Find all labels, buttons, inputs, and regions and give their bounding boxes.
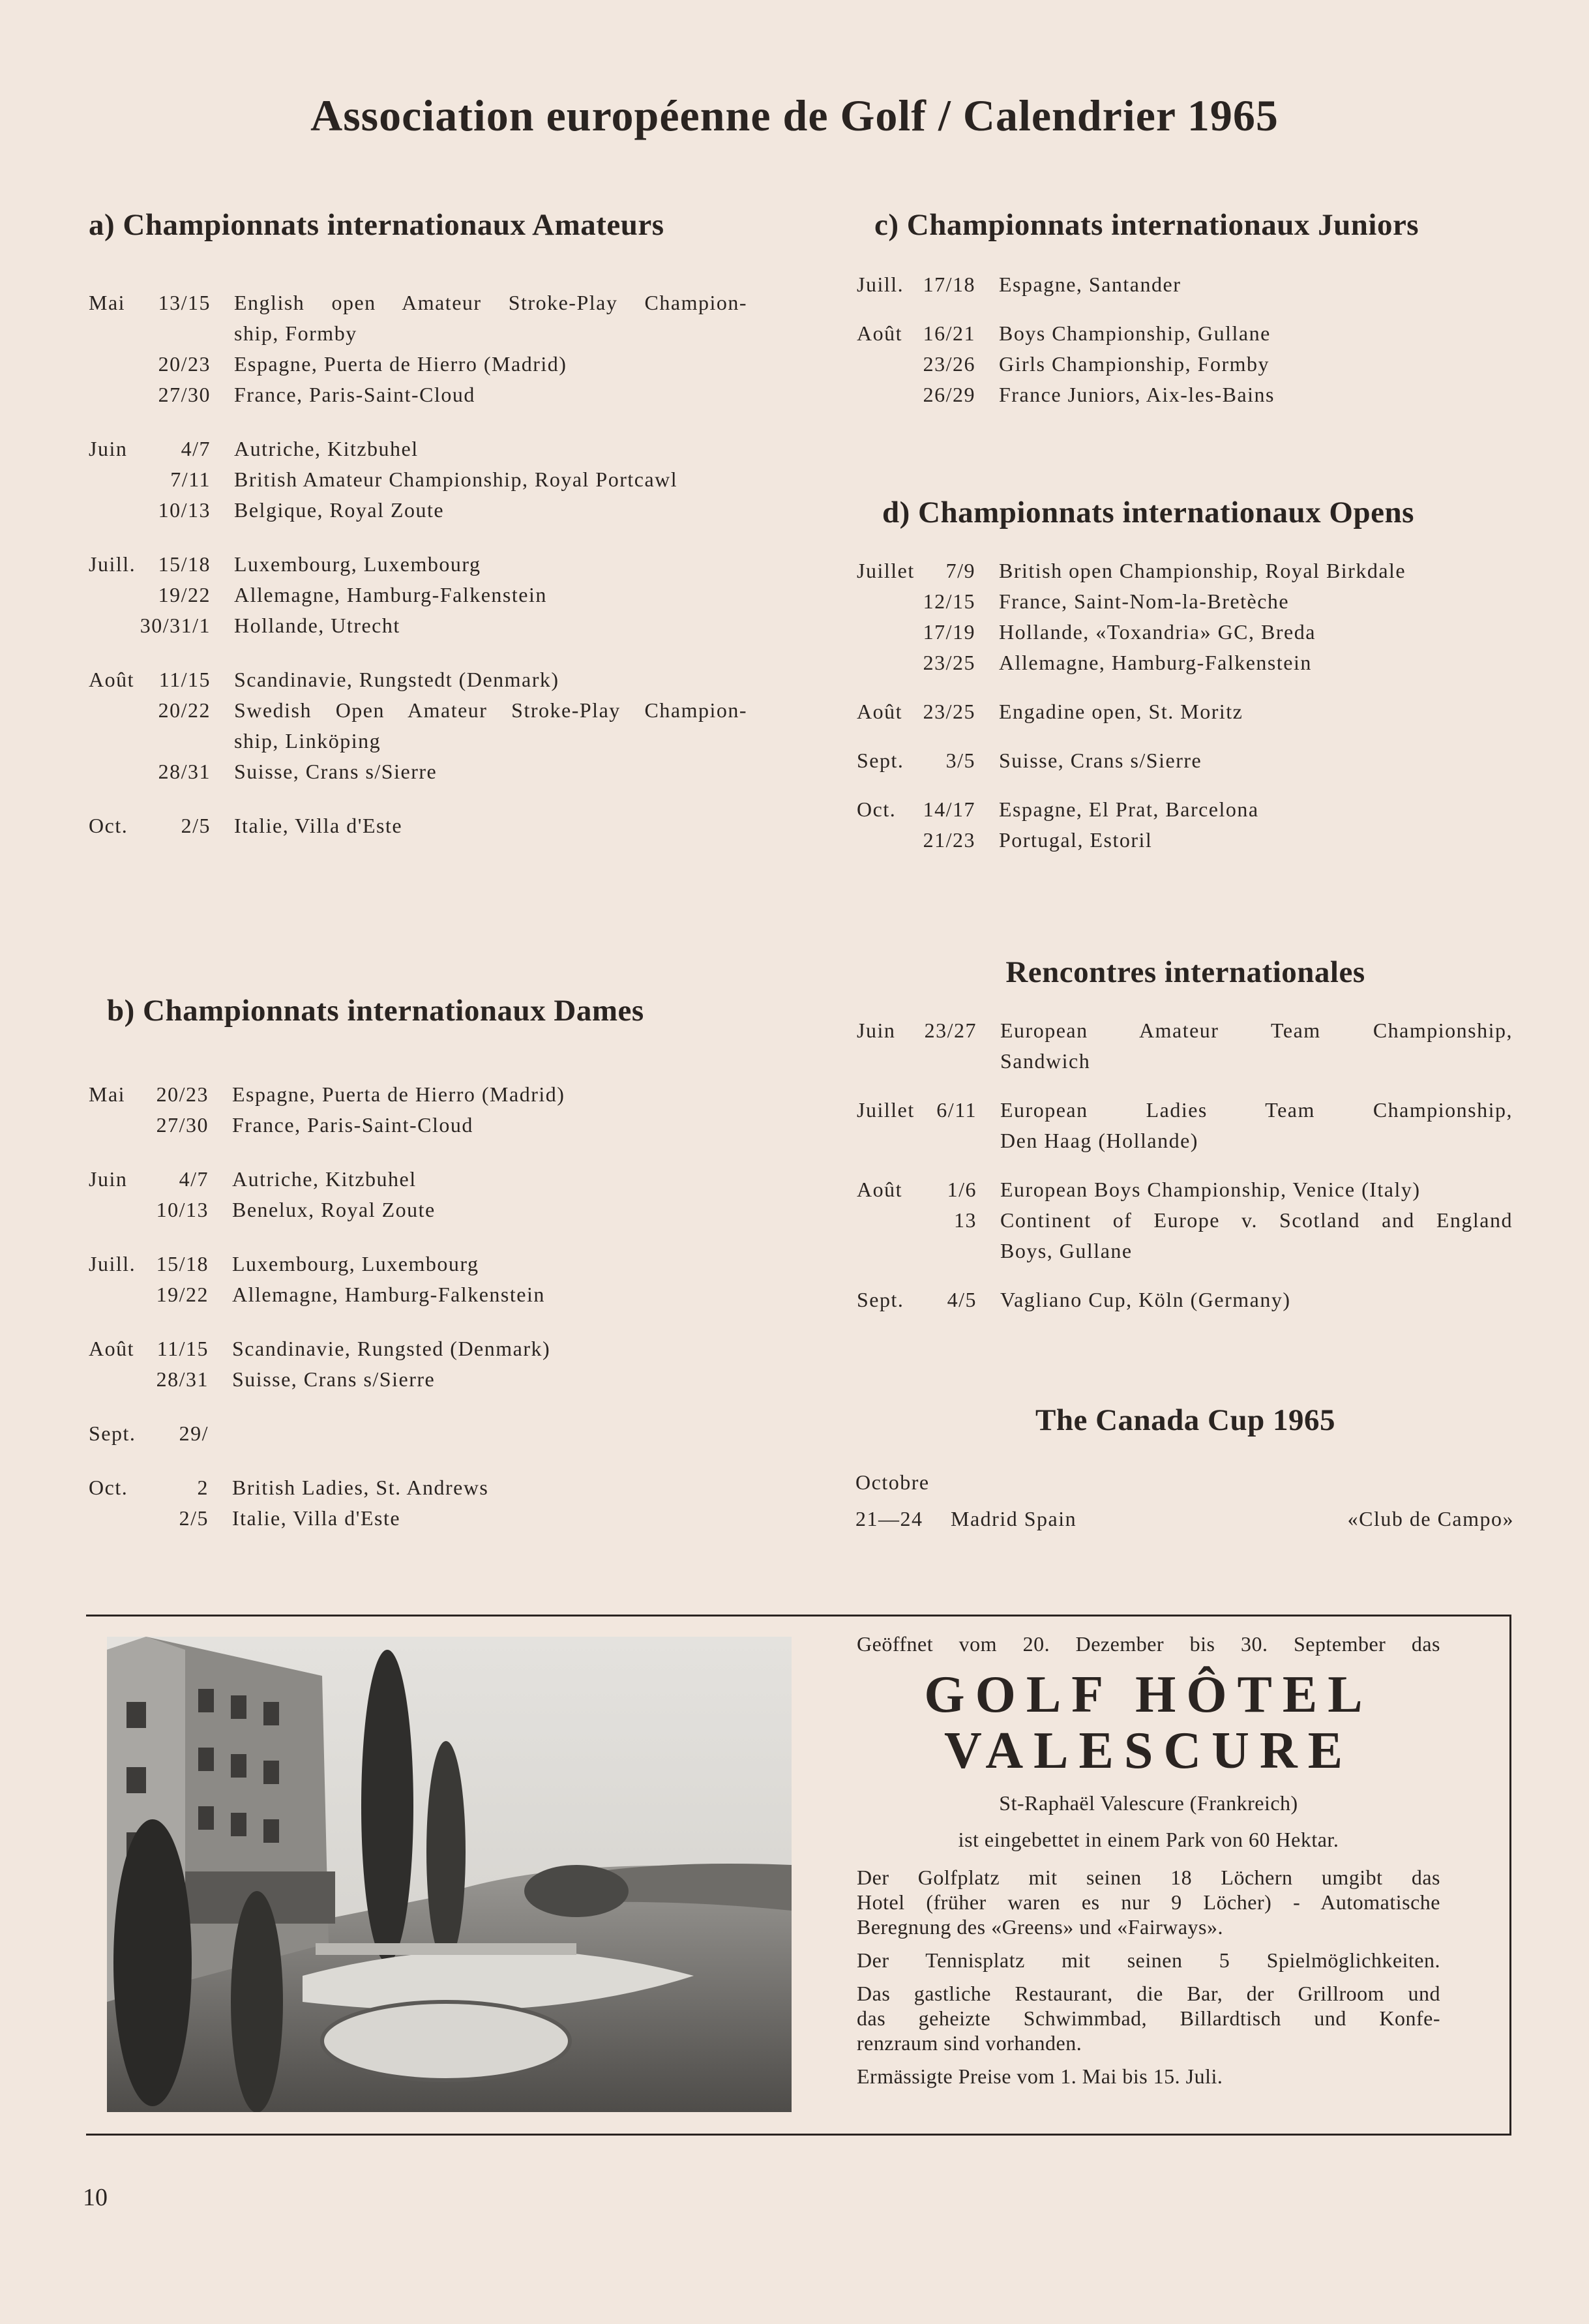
event-dates: 3/5: [945, 749, 975, 772]
calendar-row: [89, 695, 747, 756]
event-dates: 23/25: [923, 651, 975, 674]
event-description: [999, 696, 1511, 727]
row-lead: [89, 580, 211, 610]
month-group: [89, 1249, 747, 1310]
event-dates: 19/22: [156, 1283, 209, 1306]
event-description: [999, 269, 1511, 300]
event-description: [999, 556, 1511, 586]
event-text-line: English open Amateur Stroke-Play Champion-: [234, 291, 747, 314]
calendar-row: [857, 1015, 1515, 1077]
event-description: [999, 648, 1511, 678]
row-lead: [89, 495, 211, 526]
ad-paragraph: [857, 1948, 1440, 1973]
event-text-line: British Ladies, St. Andrews: [232, 1476, 489, 1499]
month-label: Juillet: [857, 1098, 915, 1122]
event-description: [234, 380, 747, 410]
event-dates: 6/11: [936, 1098, 977, 1122]
canada-place: Madrid Spain: [951, 1507, 1077, 1530]
event-text-line: Portugal, Estoril: [999, 828, 1153, 852]
month-label: Juin: [857, 1019, 896, 1042]
calendar-row: [857, 696, 1515, 727]
month-label: Oct.: [857, 797, 897, 821]
event-text-line: Boys Championship, Gullane: [999, 321, 1271, 345]
month-group: [857, 318, 1515, 410]
event-description: [234, 288, 747, 349]
month-label: Oct.: [89, 1476, 128, 1499]
event-text-line: Luxembourg, Luxembourg: [232, 1252, 479, 1275]
ad-line: Der Tennisplatz mit seinen 5 Spielmöglichkeiten.: [857, 1948, 1440, 1972]
event-dates: 16/21: [923, 321, 975, 345]
row-lead: [89, 1110, 209, 1140]
row-lead: [857, 1174, 977, 1205]
event-description: [234, 664, 747, 695]
event-text-line: Autriche, Kitzbuhel: [232, 1167, 417, 1191]
calendar-row: [89, 1333, 747, 1364]
event-text-line: Italie, Villa d'Este: [234, 814, 403, 837]
ad-opening: Geöffnet vom 20. Dezember bis 30. September das: [857, 1632, 1440, 1656]
month-group: [857, 745, 1515, 776]
row-lead: [89, 349, 211, 380]
event-dates: 7/9: [945, 559, 975, 582]
row-lead: [857, 269, 975, 300]
event-dates: 12/15: [923, 589, 975, 613]
row-lead: [857, 825, 975, 856]
event-text-line: ship, Formby: [234, 321, 357, 345]
row-lead: [89, 1195, 209, 1225]
month-label: Sept.: [89, 1422, 136, 1445]
calendar-row: [89, 1503, 747, 1534]
calendar-row: [857, 318, 1515, 349]
ad-line: Beregnung des «Greens» und «Fairways».: [857, 1915, 1223, 1939]
row-lead: [89, 756, 211, 787]
month-group: [89, 1164, 747, 1225]
month-label: Sept.: [857, 749, 904, 772]
event-description: [232, 1079, 747, 1110]
ad-text: [857, 1631, 1440, 2097]
event-description: [232, 1164, 747, 1195]
event-text-line: France, Saint-Nom-la-Bretèche: [999, 589, 1290, 613]
event-text-line: Autriche, Kitzbuhel: [234, 437, 419, 460]
ad-border-right: [1509, 1615, 1511, 2136]
month-label: Août: [857, 700, 902, 723]
event-description: [999, 380, 1511, 410]
event-text-line: [232, 1418, 747, 1449]
row-lead: [857, 556, 975, 586]
event-text-line: Suisse, Crans s/Sierre: [234, 760, 438, 783]
event-text-line: Boys, Gullane: [1000, 1239, 1133, 1262]
canada-date: 21—24: [855, 1507, 923, 1530]
ad-line: Hotel (früher waren es nur 9 Löcher) - Automatische: [857, 1890, 1440, 1914]
canada-venue: «Club de Campo»: [1347, 1507, 1514, 1530]
hotel-name-line2: VALESCURE: [943, 1722, 1354, 1780]
event-text-line: Den Haag (Hollande): [1000, 1129, 1198, 1152]
row-lead: [89, 1472, 209, 1503]
event-dates: 27/30: [158, 383, 211, 406]
calendar-row: [857, 1205, 1515, 1266]
ad-paragraph: [857, 2064, 1440, 2089]
calendar-row: [89, 349, 747, 380]
event-dates: 2/5: [179, 1506, 209, 1530]
calendar-row: [89, 580, 747, 610]
calendar-row: [857, 745, 1515, 776]
event-description: [232, 1364, 747, 1395]
event-text-line: France Juniors, Aix-les-Bains: [999, 383, 1275, 406]
event-text-line: Engadine open, St. Moritz: [999, 700, 1243, 723]
calendar-row: [857, 825, 1515, 856]
event-text-line: Hollande, «Toxandria» GC, Breda: [999, 620, 1316, 644]
section-a-heading: a) Championnats internationaux Amateurs: [89, 208, 664, 242]
month-group: [857, 794, 1515, 856]
event-description: [999, 586, 1511, 617]
calendar-row: [857, 556, 1515, 586]
section-c-heading: c) Championnats internationaux Juniors: [874, 208, 1419, 242]
event-description: [234, 811, 747, 841]
event-text-line: Benelux, Royal Zoute: [232, 1198, 436, 1221]
event-description: [232, 1249, 747, 1279]
event-description: [999, 825, 1511, 856]
event-description: [234, 434, 747, 464]
page-number: 10: [83, 2184, 108, 2211]
event-dates: 10/13: [158, 498, 211, 522]
event-dates: 30/31/1: [140, 614, 211, 637]
ad-border-bottom: [86, 2134, 1511, 2136]
calendar-row: [857, 648, 1515, 678]
event-dates: 14/17: [923, 797, 975, 821]
event-text-line: Espagne, Puerta de Hierro (Madrid): [232, 1082, 565, 1106]
row-lead: [857, 1095, 977, 1125]
event-description: [234, 464, 747, 495]
month-label: Août: [857, 321, 902, 345]
event-text-line: France, Paris-Saint-Cloud: [232, 1113, 473, 1137]
hotel-photo: [107, 1637, 792, 2112]
opens-calendar: [857, 556, 1515, 856]
hotel-name-line1: GOLF HÔTEL: [924, 1666, 1373, 1723]
calendar-row: [89, 1249, 747, 1279]
row-lead: [857, 617, 975, 648]
row-lead: [89, 1418, 209, 1449]
event-text-line: Continent of Europe v. Scotland and England: [1000, 1208, 1513, 1232]
event-dates: 10/13: [156, 1198, 209, 1221]
amateurs-calendar: [89, 288, 747, 841]
month-label: Juill.: [857, 273, 904, 296]
event-text-line: Vagliano Cup, Köln (Germany): [1000, 1288, 1291, 1311]
month-group: [857, 1174, 1515, 1266]
month-label: Oct.: [89, 814, 128, 837]
month-group: [857, 696, 1515, 727]
month-group: [89, 1418, 747, 1449]
event-text-line: Hollande, Utrecht: [234, 614, 400, 637]
event-description: [234, 610, 747, 641]
row-lead: [89, 1503, 209, 1534]
event-dates: 20/23: [156, 1082, 209, 1106]
event-dates: 21/23: [923, 828, 975, 852]
calendar-row: [857, 349, 1515, 380]
calendar-row: [857, 1095, 1515, 1156]
dames-calendar: [89, 1079, 747, 1534]
event-description: [232, 1110, 747, 1140]
event-text-line: Suisse, Crans s/Sierre: [999, 749, 1202, 772]
month-label: Juill.: [89, 552, 136, 576]
month-group: [89, 288, 747, 410]
event-text-line: Allemagne, Hamburg-Falkenstein: [999, 651, 1312, 674]
row-lead: [89, 464, 211, 495]
calendar-row: [89, 549, 747, 580]
calendar-row: [89, 1164, 747, 1195]
row-lead: [857, 349, 975, 380]
event-text-line: ship, Linköping: [234, 729, 381, 752]
calendar-row: [857, 586, 1515, 617]
month-group: [857, 1285, 1515, 1315]
event-description: [234, 580, 747, 610]
calendar-row: [857, 1285, 1515, 1315]
month-group: [857, 269, 1515, 300]
rencontres-calendar: [857, 1015, 1515, 1315]
event-description: [234, 549, 747, 580]
month-label: Juill.: [89, 1252, 136, 1275]
event-dates: 1/6: [947, 1178, 977, 1201]
event-dates: 23/25: [923, 700, 975, 723]
month-group: [89, 664, 747, 787]
row-lead: [857, 696, 975, 727]
event-description: [1000, 1205, 1513, 1266]
event-text-line: Allemagne, Hamburg-Falkenstein: [232, 1283, 545, 1306]
event-description: [232, 1418, 747, 1449]
event-dates: 28/31: [156, 1367, 209, 1391]
event-text-line: European Amateur Team Championship,: [1000, 1019, 1513, 1042]
event-text-line: Scandinavie, Rungsted (Denmark): [232, 1337, 551, 1360]
row-lead: [857, 586, 975, 617]
event-description: [1000, 1174, 1513, 1205]
row-lead: [857, 318, 975, 349]
calendar-row: [89, 756, 747, 787]
month-label: Août: [89, 668, 134, 691]
row-lead: [89, 695, 211, 726]
event-description: [232, 1195, 747, 1225]
event-description: [999, 318, 1511, 349]
row-lead: [89, 1079, 209, 1110]
row-lead: [89, 610, 211, 641]
event-dates: 4/5: [947, 1288, 977, 1311]
month-label: Juin: [89, 437, 128, 460]
ad-line: Der Golfplatz mit seinen 18 Löchern umgibt das: [857, 1866, 1440, 1889]
calendar-row: [89, 664, 747, 695]
calendar-row: [857, 1174, 1515, 1205]
event-description: [232, 1279, 747, 1310]
event-dates: 7/11: [170, 468, 211, 491]
month-group: [89, 549, 747, 641]
event-description: [232, 1472, 747, 1503]
row-lead: [89, 1333, 209, 1364]
calendar-row: [89, 811, 747, 841]
month-label: Juillet: [857, 559, 915, 582]
event-dates: 26/29: [923, 383, 975, 406]
event-description: [1000, 1095, 1513, 1156]
event-text-line: Espagne, Puerta de Hierro (Madrid): [234, 352, 567, 376]
month-group: [857, 556, 1515, 678]
event-text-line: Scandinavie, Rungstedt (Denmark): [234, 668, 559, 691]
calendar-row: [89, 1079, 747, 1110]
row-lead: [89, 1249, 209, 1279]
event-text-line: Espagne, Santander: [999, 273, 1181, 296]
calendar-row: [89, 464, 747, 495]
ad-location: St-Raphaël Valescure (Frankreich): [999, 1791, 1298, 1815]
event-dates: 17/18: [923, 273, 975, 296]
event-dates: 13: [954, 1208, 977, 1232]
event-dates: 11/15: [156, 1337, 209, 1360]
event-description: [234, 349, 747, 380]
calendar-row: [89, 1472, 747, 1503]
calendar-row: [89, 380, 747, 410]
calendar-row: [89, 610, 747, 641]
month-group: [857, 1015, 1515, 1077]
month-label: Août: [857, 1178, 902, 1201]
event-dates: 4/7: [179, 1167, 209, 1191]
event-description: [234, 695, 747, 756]
canada-cup-heading: The Canada Cup 1965: [1035, 1403, 1336, 1437]
row-lead: [89, 288, 211, 318]
event-text-line: Allemagne, Hamburg-Falkenstein: [234, 583, 547, 606]
event-dates: 11/15: [158, 668, 211, 691]
calendar-row: [857, 794, 1515, 825]
event-dates: 15/18: [158, 552, 211, 576]
event-dates: 15/18: [156, 1252, 209, 1275]
calendar-row: [89, 434, 747, 464]
ad-paragraph: [857, 1981, 1440, 2055]
month-label: Juin: [89, 1167, 128, 1191]
event-text-line: Swedish Open Amateur Stroke-Play Champion-: [234, 698, 747, 722]
event-text-line: European Boys Championship, Venice (Italy): [1000, 1178, 1421, 1201]
event-text-line: Suisse, Crans s/Sierre: [232, 1367, 436, 1391]
row-lead: [857, 1285, 977, 1315]
row-lead: [89, 1364, 209, 1395]
row-lead: [857, 648, 975, 678]
event-dates: 17/19: [923, 620, 975, 644]
rencontres-heading: Rencontres internationales: [1005, 955, 1365, 989]
row-lead: [857, 794, 975, 825]
event-text-line: France, Paris-Saint-Cloud: [234, 383, 475, 406]
event-dates: 23/26: [923, 352, 975, 376]
row-lead: [89, 664, 211, 695]
calendar-row: [89, 495, 747, 526]
event-description: [232, 1503, 747, 1534]
row-lead: [89, 1279, 209, 1310]
row-lead: [89, 434, 211, 464]
calendar-row: [857, 380, 1515, 410]
ad-border-top: [86, 1615, 1511, 1616]
row-lead: [89, 1164, 209, 1195]
month-group: [89, 1079, 747, 1140]
calendar-row: [857, 617, 1515, 648]
canada-month: Octobre: [855, 1470, 930, 1494]
month-group: [857, 1095, 1515, 1156]
row-lead: [89, 549, 211, 580]
ad-line: Das gastliche Restaurant, die Bar, der Grillroom und: [857, 1982, 1440, 2005]
event-text-line: Girls Championship, Formby: [999, 352, 1270, 376]
ad-park: ist eingebettet in einem Park von 60 Hektar.: [958, 1828, 1339, 1851]
page-title: Association européenne de Golf / Calendrier 1965: [310, 91, 1279, 140]
row-lead: [89, 380, 211, 410]
event-dates: 20/23: [158, 352, 211, 376]
event-description: [232, 1333, 747, 1364]
row-lead: [89, 811, 211, 841]
event-text-line: European Ladies Team Championship,: [1000, 1098, 1513, 1122]
event-text-line: British open Championship, Royal Birkdale: [999, 559, 1406, 582]
event-description: [999, 349, 1511, 380]
event-dates: 4/7: [181, 437, 211, 460]
ad-line: Ermässigte Preise vom 1. Mai bis 15. Juli.: [857, 2064, 1223, 2088]
month-group: [89, 434, 747, 526]
event-text-line: Italie, Villa d'Este: [232, 1506, 401, 1530]
calendar-row: [89, 1279, 747, 1310]
month-label: Mai: [89, 291, 126, 314]
event-dates: 23/27: [924, 1019, 977, 1042]
juniors-calendar: [857, 269, 1515, 410]
event-description: [234, 756, 747, 787]
event-description: [999, 745, 1511, 776]
calendar-row: [89, 1364, 747, 1395]
month-group: [89, 811, 747, 841]
month-group: [89, 1333, 747, 1395]
event-dates: 13/15: [158, 291, 211, 314]
event-dates: 29/: [179, 1422, 209, 1445]
event-description: [999, 794, 1511, 825]
event-text-line: Sandwich: [1000, 1049, 1091, 1073]
event-dates: 19/22: [158, 583, 211, 606]
section-d-heading: d) Championnats internationaux Opens: [882, 496, 1414, 529]
event-dates: 2: [197, 1476, 209, 1499]
row-lead: [857, 380, 975, 410]
event-description: [1000, 1285, 1513, 1315]
hotel-name: [857, 1667, 1440, 1779]
ad-line: renzraum sind vorhanden.: [857, 2031, 1082, 2055]
ad-line: das geheizte Schwimmbad, Billardtisch und Konfe-: [857, 2006, 1440, 2030]
ad-paragraph: [857, 1865, 1440, 1939]
row-lead: [857, 1015, 977, 1046]
calendar-row: [857, 269, 1515, 300]
event-text-line: Luxembourg, Luxembourg: [234, 552, 481, 576]
event-text-line: British Amateur Championship, Royal Portcawl: [234, 468, 678, 491]
calendar-row: [89, 288, 747, 349]
event-text-line: Espagne, El Prat, Barcelona: [999, 797, 1259, 821]
event-dates: 20/22: [158, 698, 211, 722]
event-description: [1000, 1015, 1513, 1077]
calendar-row: [89, 1418, 747, 1449]
month-label: Mai: [89, 1082, 126, 1106]
row-lead: [857, 1205, 977, 1236]
ad-paragraphs: [857, 1865, 1440, 2089]
row-lead: [857, 745, 975, 776]
event-dates: 28/31: [158, 760, 211, 783]
event-dates: 27/30: [156, 1113, 209, 1137]
section-b-heading: b) Championnats internationaux Dames: [107, 994, 644, 1028]
month-group: [89, 1472, 747, 1534]
calendar-row: [89, 1195, 747, 1225]
event-text-line: Belgique, Royal Zoute: [234, 498, 445, 522]
event-dates: 2/5: [181, 814, 211, 837]
calendar-row: [89, 1110, 747, 1140]
event-description: [999, 617, 1511, 648]
month-label: Août: [89, 1337, 134, 1360]
event-description: [234, 495, 747, 526]
month-label: Sept.: [857, 1288, 904, 1311]
